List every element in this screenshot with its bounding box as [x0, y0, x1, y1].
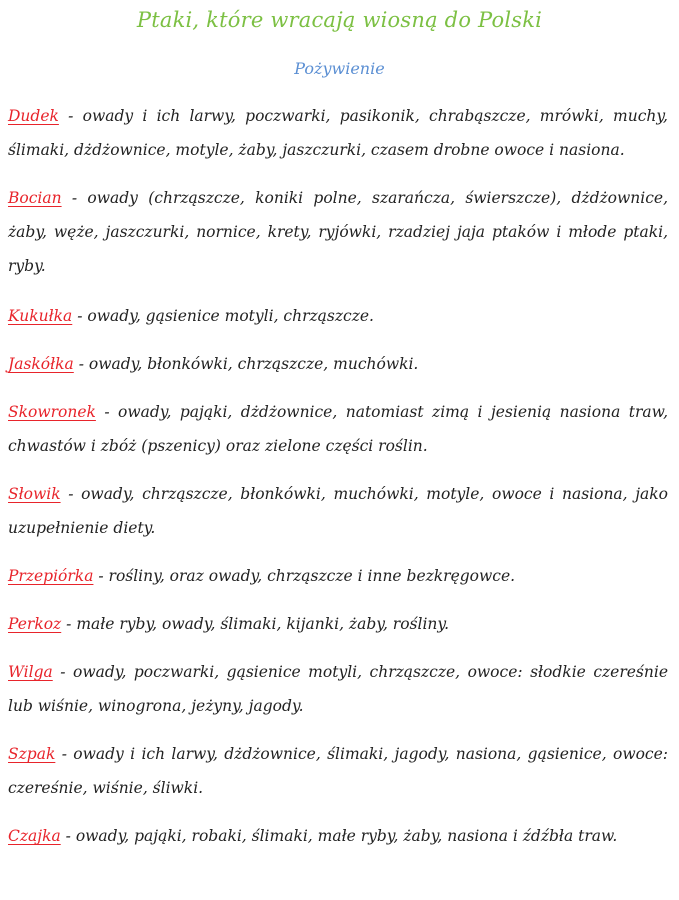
bird-entry	[8, 99, 668, 167]
bird-food-description: owady i ich larwy, dżdżownice, ślimaki, jagody, nasiona, gąsienice, owoce: czereśnie, wiśnie, śliwki.	[8, 745, 669, 797]
separator-dash: -	[61, 189, 88, 207]
bird-name: Szpak	[8, 745, 56, 763]
bird-food-list	[8, 99, 668, 867]
bird-name: Czajka	[8, 827, 61, 845]
bird-name: Kukułka	[8, 307, 73, 325]
separator-dash: -	[61, 615, 77, 633]
bird-food-description: owady, poczwarki, gąsienice motyli, chrząszcze, owoce: słodkie czereśnie lub wiśnie, winogrona, jeżyny, jagody.	[8, 663, 668, 715]
separator-dash: -	[52, 663, 73, 681]
bird-entry	[8, 477, 668, 545]
page-title: Ptaki, które wracają wiosną do Polski	[136, 8, 543, 32]
bird-name: Wilga	[8, 663, 53, 681]
bird-food-description: owady, błonkówki, chrząszcze, muchówki.	[88, 355, 419, 373]
bird-entry	[8, 395, 668, 463]
separator-dash: -	[95, 403, 119, 421]
bird-food-description: rośliny, oraz owady, chrząszcze i inne bezkręgowce.	[108, 567, 516, 585]
bird-name: Jaskółka	[8, 355, 74, 373]
section-subtitle: Pożywienie	[294, 59, 385, 78]
separator-dash: -	[93, 567, 109, 585]
bird-food-description: owady (chrząszcze, koniki polne, szarańcza, świerszcze), dżdżownice, żaby, węże, jaszczurki, nornice, krety, ryjówki, rzadziej jaja ptaków i młode ptaki, ryby.	[8, 189, 668, 275]
bird-entry	[8, 347, 668, 381]
bird-name: Słowik	[8, 485, 61, 503]
bird-entry	[8, 607, 668, 641]
bird-entry	[8, 819, 668, 853]
bird-food-description: owady, gąsienice motyli, chrząszcze.	[87, 307, 374, 325]
bird-entry	[8, 559, 668, 593]
bird-food-description: owady, chrząszcze, błonkówki, muchówki, motyle, owoce i nasiona, jako uzupełnienie diety.	[8, 485, 668, 537]
separator-dash: -	[60, 485, 82, 503]
separator-dash: -	[72, 307, 88, 325]
bird-food-description: owady i ich larwy, poczwarki, pasikonik, chrabąszcze, mrówki, muchy, ślimaki, dżdżownice, motyle, żaby, jaszczurki, czasem drobne owoce i nasiona.	[8, 107, 668, 159]
separator-dash: -	[55, 745, 74, 763]
bird-name: Perkoz	[8, 615, 62, 633]
bird-entry	[8, 655, 668, 723]
separator-dash: -	[73, 355, 89, 373]
separator-dash: -	[58, 107, 83, 125]
bird-name: Dudek	[8, 107, 59, 125]
bird-food-description: małe ryby, owady, ślimaki, kijanki, żaby, rośliny.	[76, 615, 450, 633]
bird-entry	[8, 299, 668, 333]
bird-food-description: owady, pająki, robaki, ślimaki, małe ryby, żaby, nasiona i źdźbła traw.	[75, 827, 618, 845]
separator-dash: -	[60, 827, 76, 845]
bird-entry	[8, 181, 668, 283]
bird-entry	[8, 737, 668, 805]
bird-name: Przepiórka	[8, 567, 94, 585]
bird-name: Skowronek	[8, 403, 96, 421]
bird-food-description: owady, pająki, dżdżownice, natomiast zimą i jesienią nasiona traw, chwastów i zbóż (pszenicy) oraz zielone części roślin.	[8, 403, 668, 455]
bird-name: Bocian	[8, 189, 62, 207]
